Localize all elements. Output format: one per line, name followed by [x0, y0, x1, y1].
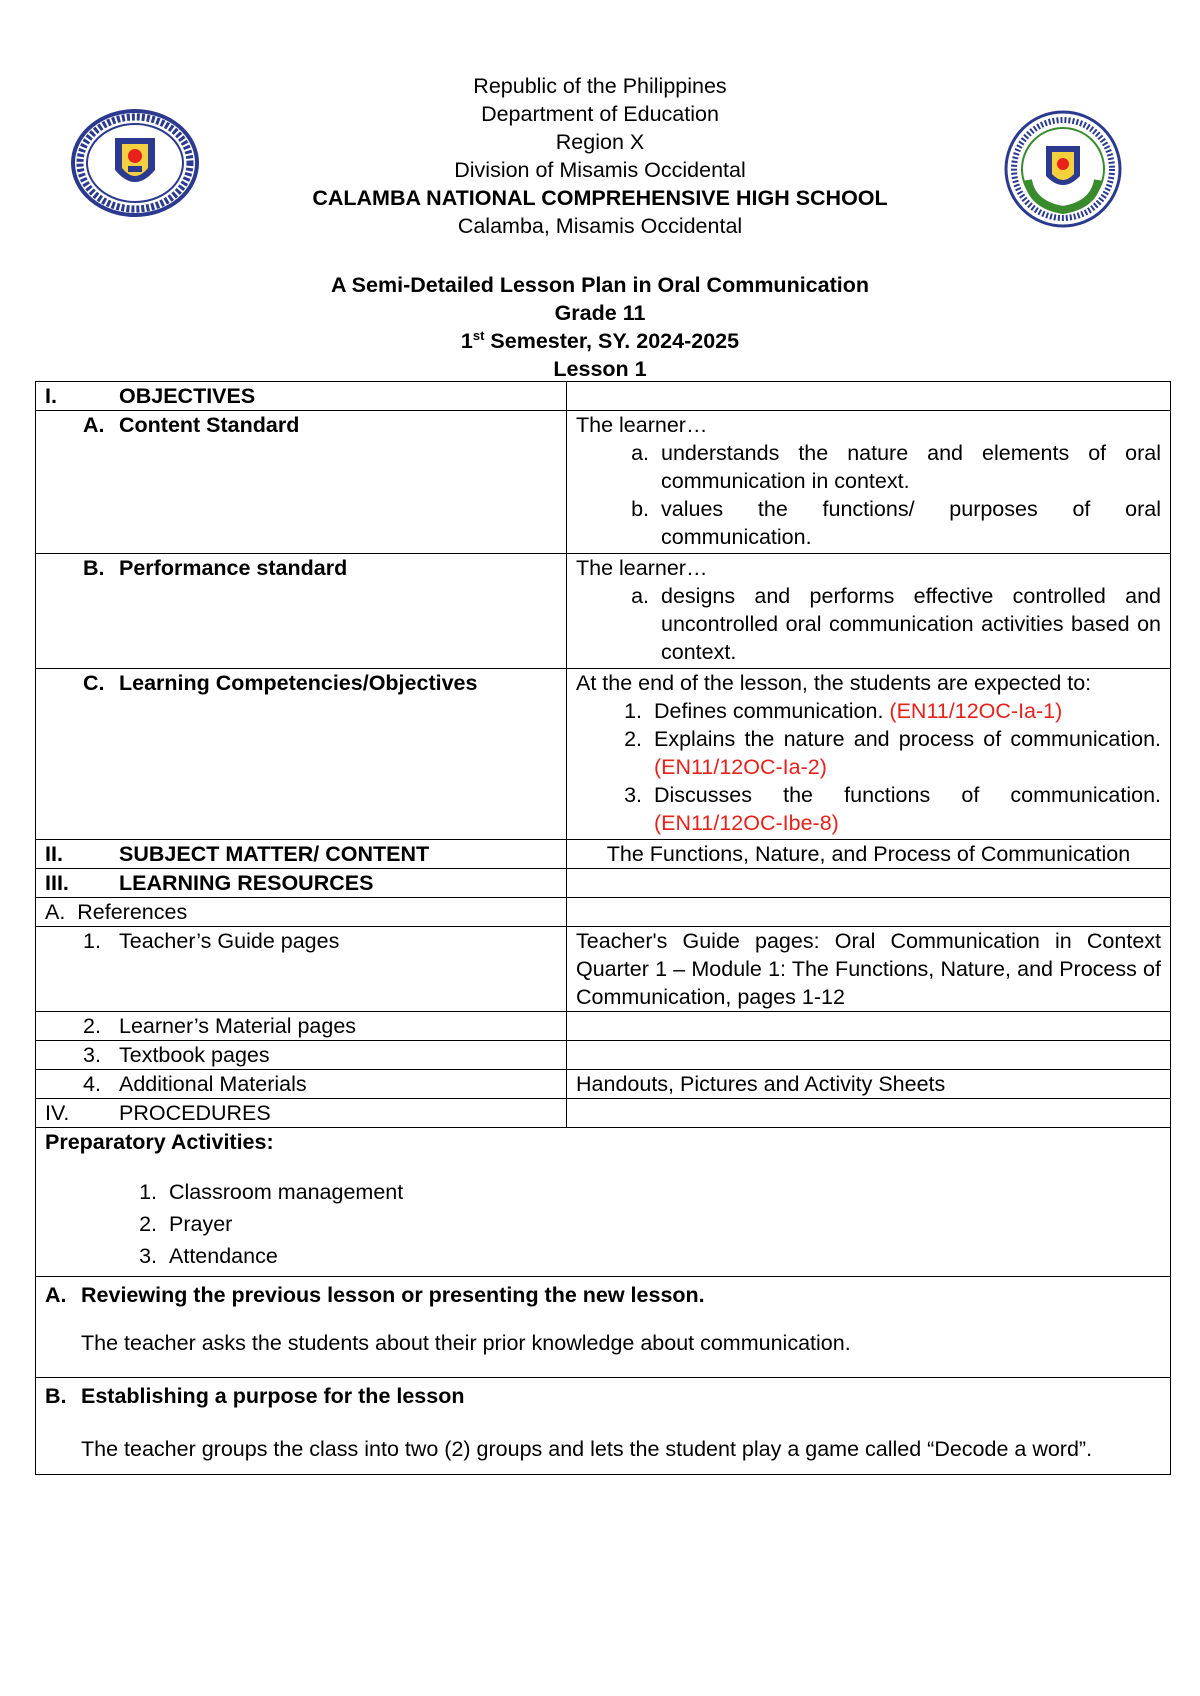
resource-label: 1. Teacher’s Guide pages: [83, 929, 340, 953]
lesson-plan-table: [35, 381, 1171, 1475]
activity-a-row: [36, 1277, 1171, 1378]
preparatory-row: [36, 1128, 1171, 1277]
list-item: 3. Attendance: [163, 1240, 1161, 1272]
competency-code: (EN11/12OC-Ia-2): [654, 755, 827, 779]
resources-header-row: [36, 869, 1171, 898]
table-row: [36, 1012, 1171, 1041]
references-row: [36, 898, 1171, 927]
list-item: 3. Discusses the functions of communication. (EN11/12OC-Ibe-8): [648, 781, 1161, 837]
performance-standard-intro: The learner…: [576, 556, 708, 580]
title-lesson: Lesson 1: [553, 357, 647, 381]
resource-value: Handouts, Pictures and Activity Sheets: [567, 1070, 1171, 1099]
list-item: 1. Defines communication. (EN11/12OC-Ia-1): [648, 697, 1161, 725]
competency-code: (EN11/12OC-Ia-1): [889, 699, 1063, 723]
resource-label: 4. Additional Materials: [83, 1072, 307, 1096]
resource-label: 2. Learner’s Material pages: [83, 1014, 357, 1038]
school-address: Calamba, Misamis Occidental: [457, 214, 743, 238]
resource-value: Teacher's Guide pages: Oral Communication in Context Quarter 1 – Module 1: The Functions, Nature, and Process of Communication, pages 1-12: [567, 927, 1171, 1012]
title-grade: Grade 11: [554, 301, 646, 325]
school-name: CALAMBA NATIONAL COMPREHENSIVE HIGH SCHOOL: [312, 186, 888, 210]
list-item: a. understands the nature and elements of oral communication in context.: [655, 439, 1161, 495]
title-main: A Semi-Detailed Lesson Plan in Oral Communication: [330, 273, 869, 297]
resources-header: III. LEARNING RESOURCES: [36, 869, 567, 898]
references-label: A. References: [36, 898, 567, 927]
resource-value: [567, 1041, 1171, 1070]
competencies-list: [576, 697, 1161, 837]
procedures-header-row: [36, 1099, 1171, 1128]
semester-suffix: st: [472, 327, 485, 343]
header-line-division: Division of Misamis Occidental: [454, 158, 746, 182]
preparatory-list: [45, 1176, 1161, 1272]
activity-b-row: [36, 1378, 1171, 1475]
resource-value: [567, 1012, 1171, 1041]
resource-label: 3. Textbook pages: [83, 1043, 270, 1067]
table-row: [36, 927, 1171, 1012]
subject-matter-row: [36, 840, 1171, 869]
list-item: b. values the functions/ purposes of oral communication.: [655, 495, 1161, 551]
performance-standard-list: [576, 582, 1161, 666]
activity-b-title: B. Establishing a purpose for the lesson: [45, 1384, 465, 1408]
deped-seal-logo: [70, 108, 200, 218]
header-line-region: Region X: [555, 130, 645, 154]
performance-standard-label: B. Performance standard: [83, 556, 348, 580]
competencies-label: C. Learning Competencies/Objectives: [83, 671, 478, 695]
lesson-plan-title: [0, 271, 1200, 383]
content-standard-label: A. Content Standard: [83, 413, 300, 437]
objectives-header-row: [36, 382, 1171, 411]
school-seal-logo: [1002, 110, 1124, 228]
table-row: [36, 1070, 1171, 1099]
activity-a-body: The teacher asks the students about their prior knowledge about communication.: [81, 1331, 851, 1355]
activity-b-body: The teacher groups the class into two (2) groups and lets the student play a game called “Decode a word”.: [81, 1437, 1093, 1461]
competency-code: (EN11/12OC-Ibe-8): [654, 811, 839, 835]
subject-matter-header: II. SUBJECT MATTER/ CONTENT: [36, 840, 567, 869]
activity-a-title: A. Reviewing the previous lesson or presenting the new lesson.: [45, 1283, 705, 1307]
semester-number: 1: [460, 329, 473, 353]
list-item: 2. Prayer: [163, 1208, 1161, 1240]
header-line-department: Department of Education: [481, 102, 719, 126]
table-row: [36, 1041, 1171, 1070]
objectives-header: I. OBJECTIVES: [36, 382, 567, 411]
list-item: a. designs and performs effective controlled and uncontrolled oral communication activities based on context.: [655, 582, 1161, 666]
content-standard-row: [36, 411, 1171, 554]
header-line-republic: Republic of the Philippines: [473, 74, 727, 98]
semester-rest: Semester, SY. 2024-2025: [484, 329, 740, 353]
competencies-row: [36, 669, 1171, 840]
subject-matter-value: The Functions, Nature, and Process of Communication: [567, 840, 1171, 869]
procedures-header: IV. PROCEDURES: [36, 1099, 567, 1128]
list-item: 1. Classroom management: [163, 1176, 1161, 1208]
preparatory-label: Preparatory Activities:: [45, 1130, 274, 1154]
competencies-intro: At the end of the lesson, the students are expected to:: [576, 671, 1092, 695]
list-item: 2. Explains the nature and process of communication. (EN11/12OC-Ia-2): [648, 725, 1161, 781]
title-semester: [0, 327, 1200, 355]
performance-standard-row: [36, 554, 1171, 669]
content-standard-intro: The learner…: [576, 413, 708, 437]
content-standard-list: [576, 439, 1161, 551]
